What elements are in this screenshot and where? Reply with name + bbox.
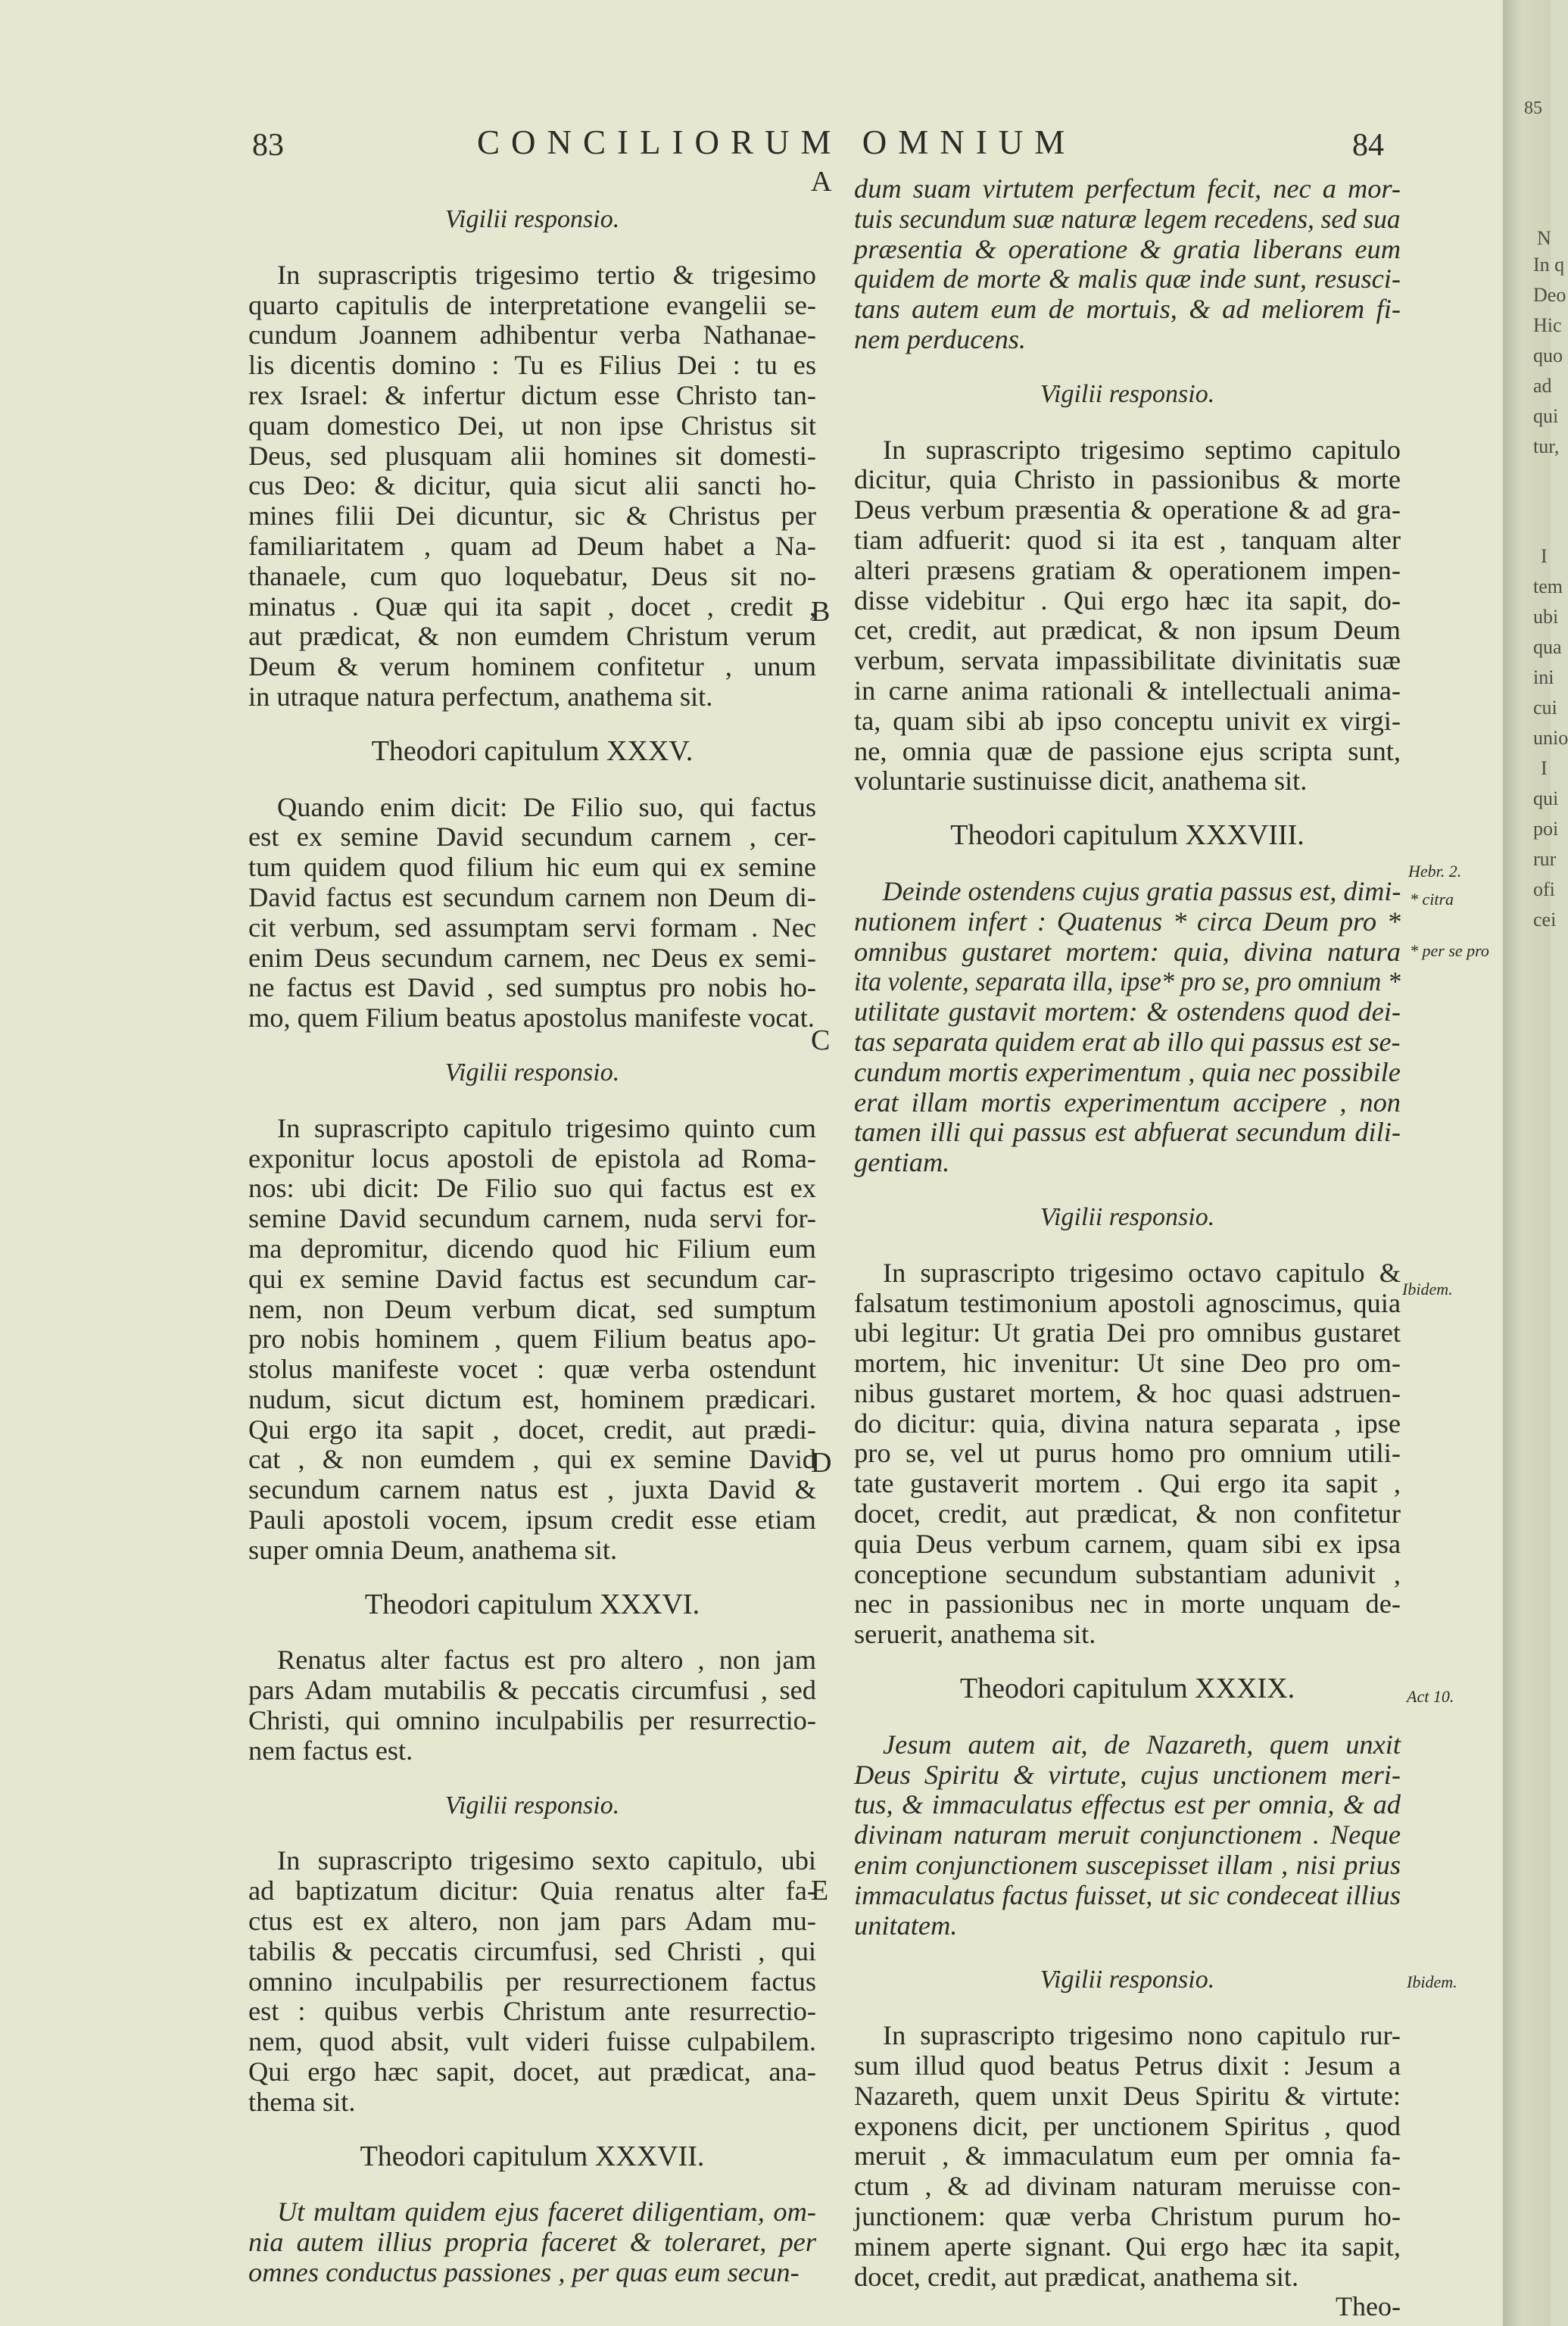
text-paragraph bbox=[248, 260, 816, 712]
text-line: Ut multam quidem ejus faceret diligentiam, om- bbox=[277, 2197, 816, 2228]
text-line: nos: ubi dicit: De Filio suo qui factus est ex bbox=[248, 1173, 816, 1204]
text-line: tate gustaverit mortem . Qui ergo ita sapit , bbox=[854, 1468, 1401, 1499]
text-line: disse videbitur . Qui ergo hæc ita sapit, do- bbox=[854, 585, 1401, 616]
section-heading: Theodori capitulum XXXV. bbox=[371, 734, 694, 767]
text-line: omnibus gustaret mortem: quia, divina natura bbox=[854, 936, 1401, 967]
text-paragraph bbox=[248, 2197, 816, 2287]
text-line: ta, quam sibi ab ipso conceptu univit ex virgi- bbox=[854, 705, 1401, 736]
next-page-fragment: ubi bbox=[1533, 606, 1559, 628]
text-line: Qui ergo hæc sapit, docet, aut prædicat, ana- bbox=[248, 2056, 816, 2087]
running-title: CONCILIORUM OMNIUM bbox=[477, 123, 1077, 161]
text-line: Quando enim dicit: De Filio suo, qui factus bbox=[277, 791, 816, 822]
text-line: quia Deus verbum carnem, quam sibi ex ipsa bbox=[854, 1528, 1401, 1559]
text-line: lis dicentis domino : Tu es Filius Dei : tu es bbox=[248, 350, 816, 381]
text-line: Deus, sed plusquam alii homines sit domesti- bbox=[248, 440, 816, 471]
text-line: erat illam mortis experimentum accipere , non bbox=[854, 1087, 1401, 1118]
text-line: exponens dicit, per unctionem Spiritus , quod bbox=[854, 2110, 1401, 2141]
text-line: utilitate gustavit mortem: & ostendens quod dei- bbox=[854, 996, 1401, 1027]
text-line: junctionem: quæ verba Christum purum ho- bbox=[854, 2201, 1401, 2232]
text-line: Qui ergo ita sapit , docet, credit, aut prædi- bbox=[248, 1414, 816, 1445]
text-line: mines filii Dei dicuntur, sic & Christus per bbox=[248, 500, 816, 532]
text-line: In suprascripto trigesimo octavo capitulo & bbox=[883, 1257, 1401, 1288]
next-page-fragment: cei bbox=[1533, 909, 1557, 931]
text-line: thema sit. bbox=[248, 2086, 356, 2117]
text-line: ctum , & ad divinam naturam meruisse con- bbox=[854, 2171, 1401, 2202]
text-line: Pauli apostoli vocem, ipsum credit esse etiam bbox=[248, 1504, 816, 1536]
text-line: do dicitur: quia, divina natura separata , ipse bbox=[854, 1408, 1401, 1439]
text-line: In suprascripto trigesimo nono capitulo rur- bbox=[883, 2020, 1401, 2051]
next-page-fragment: tem bbox=[1533, 575, 1563, 597]
text-paragraph bbox=[248, 793, 816, 1034]
next-page-fragment: In q bbox=[1533, 254, 1565, 276]
text-line: docet, credit, aut prædicat, anathema sit. bbox=[854, 2261, 1299, 2292]
text-line: enim conjunctionem suscepisset illam , nisi prius bbox=[854, 1850, 1401, 1881]
text-line: aut prædicat, & non eumdem Christum verum bbox=[248, 621, 816, 652]
text-line: Deus verbum præsentia & operatione & ad gra- bbox=[854, 494, 1401, 525]
text-line: meruit , & immaculatum eum per omnia fa- bbox=[854, 2140, 1401, 2172]
text-line: Deinde ostendens cujus gratia passus est, dimi- bbox=[882, 875, 1401, 906]
next-page-fragment: rur bbox=[1533, 848, 1557, 870]
text-line: nibus gustaret mortem, & hoc quasi adstruen- bbox=[854, 1377, 1401, 1408]
margin-letter-a: A bbox=[811, 166, 832, 198]
text-line: nia autem illius propria faceret & toleraret, per bbox=[248, 2227, 816, 2258]
text-line: tus, & immaculatus effectus est per omnia, & ad bbox=[854, 1789, 1401, 1820]
margin-letter-d: D bbox=[811, 1447, 832, 1479]
text-line: David factus est secundum carnem non Deum di- bbox=[248, 881, 816, 912]
text-line: in utraque natura perfectum, anathema sit. bbox=[248, 681, 713, 712]
next-page-fragment: ad bbox=[1533, 375, 1552, 397]
text-line: in carne anima rationali & intellectuali anima- bbox=[854, 675, 1401, 706]
side-note-citra: * citra bbox=[1410, 890, 1454, 909]
text-line: sum illud quod beatus Petrus dixit : Jesum a bbox=[854, 2050, 1401, 2081]
text-line: cit verbum, sed assumptam servi formam . Nec bbox=[248, 912, 816, 943]
next-page-fragment: quo bbox=[1533, 345, 1563, 366]
text-line: nem, non Deum verbum dicat, sed sumptum bbox=[248, 1293, 816, 1324]
text-line: præsentia & operatione & gratia liberans eum bbox=[854, 233, 1401, 264]
text-line: nem perducens. bbox=[854, 323, 1027, 354]
text-line: Deus Spiritu & virtute, cujus unctionem meri- bbox=[854, 1759, 1401, 1790]
text-paragraph bbox=[854, 877, 1401, 1178]
text-line: tuis secundum suæ naturæ legem recedens, sed sua bbox=[854, 203, 1401, 234]
text-line: Jesum autem ait, de Nazareth, quem unxit bbox=[883, 1729, 1401, 1760]
next-page-fragment: ini bbox=[1533, 666, 1554, 688]
next-page-fragment: Deo bbox=[1533, 284, 1566, 306]
next-page-fragment: unio bbox=[1533, 727, 1568, 749]
section-heading: Theodori capitulum XXXVIII. bbox=[950, 819, 1305, 852]
response-heading: Vigilii responsio. bbox=[1040, 1966, 1215, 1994]
side-note-hebr: Hebr. 2. bbox=[1408, 862, 1462, 881]
text-line: quam domestico Dei, ut non ipse Christus sit bbox=[248, 410, 816, 441]
text-paragraph bbox=[854, 1258, 1401, 1650]
text-paragraph bbox=[854, 435, 1401, 797]
text-line: cus Deo: & dicitur, quia sicut alii sancti ho- bbox=[248, 470, 816, 501]
margin-letter-c: C bbox=[811, 1024, 831, 1056]
side-note-ibidem: Ibidem. bbox=[1407, 1972, 1457, 1991]
text-line: mortem, hic invenitur: Ut sine Deo pro om- bbox=[854, 1348, 1401, 1379]
text-line: voluntarie sustinuisse dicit, anathema sit. bbox=[854, 765, 1308, 797]
text-line: ma depromitur, dicendo quod hic Filium eum bbox=[248, 1233, 816, 1264]
response-heading: Vigilii responsio. bbox=[444, 205, 620, 233]
text-line: qui ex semine David factus est secundum car- bbox=[248, 1263, 816, 1294]
side-note-per-se-pro: * per se pro bbox=[1410, 941, 1489, 960]
next-page-fragment: qua bbox=[1533, 636, 1562, 658]
text-line: seruerit, anathema sit. bbox=[854, 1619, 1096, 1650]
text-line: conceptione secundum substantiam adunivit , bbox=[854, 1558, 1401, 1589]
section-heading: Theodori capitulum XXXIX. bbox=[959, 1673, 1295, 1705]
text-paragraph bbox=[248, 1114, 816, 1566]
text-line: ne factus est David , sed sumptus pro nobis ho- bbox=[248, 972, 816, 1003]
text-line: ita volente, separata illa, ipse* pro se, pro omnium * bbox=[854, 966, 1401, 997]
text-line: divinam naturam meruit conjunctionem . Neque bbox=[854, 1819, 1401, 1851]
text-line: In suprascripto trigesimo septimo capitulo bbox=[883, 434, 1401, 465]
text-line: mo, quem Filium beatus apostolus manifeste vocat. bbox=[248, 1002, 815, 1034]
text-line: tabilis & peccatis circumfusi, sed Christi , qui bbox=[248, 1935, 816, 1966]
next-page-fragment: Hic bbox=[1533, 314, 1562, 336]
text-line: pro nobis hominem , quem Filium beatus apo- bbox=[248, 1324, 816, 1355]
next-page-fragment: ofi bbox=[1533, 878, 1555, 900]
text-line: nudum, sicut dictum est, hominem prædicari. bbox=[248, 1383, 816, 1414]
response-heading: Vigilii responsio. bbox=[1040, 379, 1215, 408]
text-line: Christi, qui omnino inculpabilis per resurrectio- bbox=[248, 1705, 816, 1736]
text-line: tiam adfuerit: quod si ita est , tanquam alter bbox=[854, 524, 1401, 555]
text-line: gentiam. bbox=[854, 1147, 950, 1178]
text-paragraph bbox=[248, 1645, 816, 1766]
text-line: cundum mortis experimentum , quia nec possibile bbox=[854, 1056, 1401, 1087]
next-page-number: 85 bbox=[1524, 98, 1542, 118]
margin-letter-b: B bbox=[811, 596, 831, 628]
text-line: quidem de morte & malis quæ inde sunt, resusci- bbox=[854, 263, 1401, 295]
side-note-act: Act 10. bbox=[1407, 1687, 1454, 1706]
text-paragraph bbox=[854, 1730, 1401, 1941]
text-line: pro se, vel ut purus homo pro omnium utili- bbox=[854, 1438, 1401, 1469]
text-paragraph bbox=[854, 2021, 1401, 2292]
left-text-column bbox=[248, 174, 816, 2288]
text-paragraph bbox=[248, 1846, 816, 2117]
text-line: rex Israel: & infertur dictum esse Christo tan- bbox=[248, 379, 816, 410]
next-page-fragment: qui bbox=[1533, 405, 1559, 427]
text-line: docet, credit, aut prædicat, & non confitetur bbox=[854, 1498, 1401, 1529]
text-line: immaculatus factus fuisset, ut sic condeceat illius bbox=[854, 1879, 1401, 1910]
next-page-fragment: I bbox=[1541, 757, 1548, 779]
text-line: enim Deus secundum carnem, nec Deus ex semi- bbox=[248, 942, 816, 973]
text-line: Nazareth, quem unxit Deus Spiritu & virtute: bbox=[854, 2080, 1401, 2111]
page-number-left: 83 bbox=[252, 128, 284, 163]
text-line: secundum carnem natus est , juxta David & bbox=[248, 1474, 816, 1505]
next-page-fragment: poi bbox=[1533, 818, 1559, 840]
text-line: tas separata quidem erat ab illo qui passus est se- bbox=[854, 1026, 1401, 1057]
text-paragraph bbox=[854, 174, 1401, 355]
response-heading: Vigilii responsio. bbox=[444, 1791, 620, 1819]
text-line: Deum & verum hominem confitetur , unum bbox=[248, 651, 816, 682]
text-line: cundum Joannem adhibentur verba Nathanae- bbox=[248, 320, 816, 351]
text-line: nem factus est. bbox=[248, 1735, 413, 1766]
text-line: alteri præsens gratiam & operationem impen- bbox=[854, 554, 1401, 585]
text-line: minatus . Quæ qui ita sapit , docet , credit , bbox=[248, 591, 816, 622]
text-line: nem, quod absit, vult videri fuisse culpabilem. bbox=[248, 2026, 816, 2057]
text-line: tamen illi qui passus est abfuerat secundum dili- bbox=[854, 1117, 1401, 1148]
next-page-fragment: tur, bbox=[1533, 435, 1560, 457]
text-line: ctus est ex altero, non jam pars Adam mu- bbox=[248, 1906, 816, 1937]
text-line: omnino inculpabilis per resurrectionem factus bbox=[248, 1966, 816, 1997]
text-line: nec in passionibus nec in morte unquam de- bbox=[854, 1589, 1401, 1620]
text-line: nutionem infert : Quatenus * circa Deum pro * bbox=[854, 906, 1401, 937]
text-line: semine David secundum carnem, nuda servi for- bbox=[248, 1203, 816, 1234]
text-line: thanaele, cum quo loquebatur, Deus sit no- bbox=[248, 560, 816, 591]
text-line: est : quibus verbis Christum ante resurrectio- bbox=[248, 1996, 816, 2027]
side-note-ibidem: Ibidem. bbox=[1402, 1280, 1453, 1299]
text-line: tum quidem quod filium hic eum qui ex semine bbox=[248, 852, 816, 883]
section-heading: Theodori capitulum XXXVI. bbox=[364, 1588, 700, 1620]
margin-letter-e: E bbox=[811, 1875, 829, 1907]
text-line: familiaritatem , quam ad Deum habet a Na- bbox=[248, 530, 816, 561]
response-heading: Vigilii responsio. bbox=[1040, 1202, 1215, 1231]
text-line: ad baptizatum dicitur: Quia renatus alter fa- bbox=[248, 1875, 816, 1907]
text-line: ne, omnia quæ de passione ejus scripta sunt, bbox=[854, 735, 1401, 766]
next-page-fragment: N bbox=[1537, 227, 1551, 249]
text-line: In suprascripto trigesimo sexto capitulo, ubi bbox=[277, 1845, 816, 1876]
text-line: In suprascripto capitulo trigesimo quinto cum bbox=[277, 1112, 816, 1143]
text-line: pars Adam mutabilis & peccatis circumfusi , sed bbox=[248, 1675, 816, 1706]
text-line: verbum, servata impassibilitate divinitatis suæ bbox=[854, 645, 1401, 676]
next-page-fragment: qui bbox=[1533, 787, 1559, 809]
response-heading: Vigilii responsio. bbox=[444, 1058, 620, 1087]
text-line: cet, credit, aut prædicat, & non ipsum Deum bbox=[854, 615, 1401, 646]
text-line: minem aperte signant. Qui ergo hæc ita sapit, bbox=[854, 2231, 1401, 2262]
text-line: dicitur, quia Christo in passionibus & morte bbox=[854, 464, 1401, 495]
section-heading: Theodori capitulum XXXVII. bbox=[360, 2140, 705, 2172]
text-line: omnes conductus passiones , per quas eum secun- bbox=[248, 2257, 800, 2288]
text-line: tans autem eum de mortuis, & ad meliorem fi- bbox=[854, 294, 1401, 325]
right-text-column bbox=[854, 174, 1401, 2322]
text-line: Renatus alter factus est pro altero , non jam bbox=[277, 1645, 816, 1676]
text-line: quarto capitulis de interpretatione evangelii se- bbox=[248, 289, 816, 320]
text-line: falsatum testimonium apostoli agnoscimus, quia bbox=[854, 1287, 1401, 1318]
next-page-fragment: I bbox=[1541, 545, 1548, 567]
text-line: In suprascriptis trigesimo tertio & trigesimo bbox=[277, 259, 816, 290]
next-page-fragment: cui bbox=[1533, 697, 1557, 719]
text-line: ubi legitur: Ut gratia Dei pro omnibus gustaret bbox=[854, 1317, 1401, 1349]
text-line: super omnia Deum, anathema sit. bbox=[248, 1534, 618, 1565]
text-line: unitatem. bbox=[854, 1910, 958, 1941]
catchword: Theo- bbox=[1336, 2291, 1401, 2322]
text-line: est ex semine David secundum carnem , cer- bbox=[248, 822, 816, 853]
text-line: cat , & non eumdem , qui ex semine David bbox=[248, 1444, 816, 1475]
text-line: dum suam virtutem perfectum fecit, nec a mor- bbox=[854, 173, 1401, 204]
page-number-right: 84 bbox=[1352, 128, 1384, 163]
text-line: stolus manifeste vocet : quæ verba ostendunt bbox=[248, 1354, 816, 1385]
text-line: exponitur locus apostoli de epistola ad Roma- bbox=[248, 1143, 816, 1174]
